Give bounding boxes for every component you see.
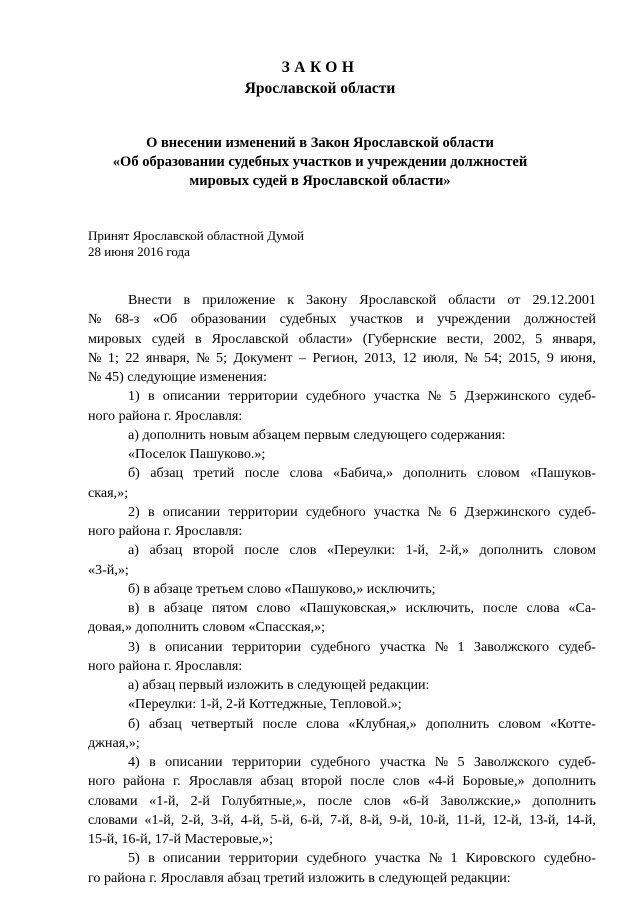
body-word: Ярославской: [211, 330, 289, 347]
body-word: №: [428, 850, 443, 867]
body-line: [88, 599, 596, 618]
body-word: ного района г. Ярославля:: [88, 407, 243, 424]
body-word: 5: [535, 330, 543, 347]
body-word: Кировского: [465, 850, 536, 867]
body-word: а): [128, 542, 139, 559]
body-word: третий: [193, 465, 235, 482]
body-word: января,: [552, 330, 596, 347]
body-word: 5-й,: [270, 811, 294, 828]
law-region: Ярославской области: [244, 80, 396, 97]
body-word: «Бабича,»: [333, 465, 394, 482]
body-word: а) абзац первый изложить в следующей редакции:: [128, 677, 430, 693]
body-word: 2015,: [508, 349, 541, 366]
body-word: 2-й,»: [439, 542, 469, 559]
body-word: судеб-: [558, 388, 596, 405]
body-word: Ярославля: [188, 773, 253, 790]
body-word: а) дополнить новым абзацем первым следующего содержания:: [128, 426, 506, 443]
body-word: описании: [162, 503, 221, 520]
body-word: образовании: [190, 311, 267, 328]
body-word: описании: [165, 638, 223, 655]
body-word: 29.12.2001: [532, 292, 596, 308]
body-word: «1-й,: [149, 792, 179, 809]
body-word: и: [416, 311, 424, 328]
body-word: 2013,: [364, 349, 396, 366]
body-line: [88, 387, 596, 406]
body-word: исключить,: [405, 600, 475, 616]
body-word: словом: [553, 542, 596, 559]
body-word: абзац: [260, 773, 294, 790]
law-subject: [0, 134, 640, 191]
body-word: г.: [172, 773, 181, 790]
body-word: 6-й,: [300, 811, 324, 828]
body-word: описании: [162, 388, 221, 405]
body-line: [88, 715, 596, 734]
body-word: 1;: [107, 349, 119, 366]
body-word: Боровые,»: [462, 773, 525, 790]
body-line: [88, 830, 596, 849]
body-word: второй: [301, 773, 343, 790]
body-word: 2002,: [493, 330, 526, 347]
body-word: территории: [228, 850, 299, 867]
body-word: «Переулки:: [326, 542, 396, 559]
body-word: 5: [457, 754, 465, 770]
body-word: Дзержинского: [464, 388, 551, 405]
body-line: [88, 426, 596, 445]
body-word: после: [317, 792, 353, 809]
body-word: Документ: [233, 349, 293, 366]
body-word: №: [434, 754, 449, 770]
body-word: довая,» дополнить словом «Спасская,»;: [88, 619, 326, 636]
body-word: «4-й: [427, 773, 455, 790]
body-word: 5): [128, 850, 140, 867]
body-word: словом: [498, 715, 541, 732]
body-word: 1: [450, 850, 458, 867]
body-line: [88, 407, 596, 426]
body-word: Внести: [128, 292, 172, 308]
body-word: словами: [88, 792, 138, 809]
body-word: в: [147, 388, 155, 405]
body-line: [88, 753, 596, 772]
body-word: описании: [163, 850, 221, 867]
body-word: абзац: [150, 465, 184, 482]
body-line: [88, 561, 596, 580]
body-word: №: [427, 503, 442, 520]
body-word: района: [123, 773, 165, 790]
body-line: [88, 541, 596, 560]
body-word: 10-й,: [419, 811, 450, 828]
body-word: №: [88, 349, 102, 366]
law-body: [88, 291, 596, 888]
body-word: судебного: [305, 503, 366, 520]
body-word: должностей: [523, 311, 596, 328]
adoption-note: [88, 228, 304, 260]
body-line: [88, 676, 596, 695]
body-word: Регион,: [312, 349, 358, 366]
body-word: абзац: [149, 542, 183, 559]
body-word: слова: [306, 715, 340, 732]
body-word: 5;: [216, 349, 228, 366]
body-word: четвертый: [190, 715, 254, 732]
body-word: описании: [165, 754, 223, 770]
body-line: [88, 330, 596, 349]
body-word: судебного: [310, 638, 371, 655]
body-line: [88, 445, 596, 464]
body-word: дополнить: [532, 773, 596, 790]
body-word: №: [434, 638, 449, 655]
body-word: судебных: [279, 311, 337, 328]
body-word: 1): [128, 388, 140, 405]
body-word: после: [262, 715, 297, 732]
body-word: «Пашуков-: [530, 465, 596, 482]
body-word: области»: [298, 330, 353, 347]
body-word: Заволжского: [473, 754, 550, 770]
body-word: в: [149, 638, 156, 655]
body-word: слово: [256, 600, 291, 616]
body-word: области: [448, 292, 496, 308]
body-word: № 45) следующие изменения:: [88, 369, 267, 385]
body-word: после: [350, 773, 385, 790]
body-word: в: [194, 330, 202, 347]
body-word: дополнить: [479, 542, 543, 559]
body-word: «6-й: [402, 792, 429, 809]
body-word: «Переулки: 1-й, 2-й Коттеджные, Тепловой.»;: [128, 696, 402, 713]
body-word: 12-й,: [492, 811, 523, 828]
body-line: [88, 734, 596, 753]
body-word: слова: [526, 600, 560, 616]
body-word: судебного: [306, 850, 367, 867]
body-word: ская,»;: [88, 484, 129, 501]
body-word: участка: [373, 503, 420, 520]
body-word: дополнить: [425, 715, 490, 732]
body-line: [88, 464, 596, 483]
body-word: судебно-: [543, 850, 596, 867]
body-word: 2): [128, 503, 140, 520]
body-word: территории: [228, 388, 298, 405]
body-line: [88, 522, 596, 541]
body-word: 8-й,: [359, 811, 383, 828]
body-word: территории: [228, 503, 298, 520]
body-word: абзаце: [163, 600, 203, 616]
adopted-by: Принят Ярославской областной Думой: [88, 228, 304, 243]
body-word: судей: [151, 330, 185, 347]
subject-line: мировых судей в Ярославской области»: [189, 173, 451, 189]
body-word: Дзержинского: [464, 503, 551, 520]
body-line: [88, 368, 596, 387]
body-word: 7-й,: [330, 811, 353, 828]
body-line: [88, 657, 596, 676]
body-word: №: [464, 349, 478, 366]
body-word: №: [88, 311, 102, 328]
body-word: №: [427, 388, 442, 405]
body-word: судеб-: [558, 754, 596, 770]
body-word: 1-й,: [405, 542, 429, 559]
body-word: участка: [374, 850, 421, 867]
body-word: участков: [350, 311, 403, 328]
body-word: Голубятные,»,: [221, 792, 307, 809]
body-word: в: [147, 503, 155, 520]
body-word: Ярославской: [359, 292, 437, 308]
body-line: [88, 484, 596, 503]
body-word: судебного: [310, 754, 371, 770]
body-word: июня,: [560, 349, 596, 366]
body-line: [88, 811, 596, 830]
body-word: №: [196, 349, 210, 366]
body-word: участка: [373, 388, 420, 405]
adoption-date: 28 июня 2016 года: [88, 244, 190, 259]
body-word: словом: [477, 465, 520, 482]
body-line: [88, 310, 596, 329]
body-line: [88, 869, 596, 888]
body-word: дополнить: [403, 465, 467, 482]
body-word: 14-й,: [565, 811, 596, 828]
body-word: «1-й,: [144, 811, 175, 828]
body-word: в: [183, 292, 191, 308]
body-word: января,: [145, 349, 190, 366]
body-word: пятом: [211, 600, 248, 616]
body-line: [88, 849, 596, 868]
body-line: [88, 580, 596, 599]
body-word: 3): [128, 638, 140, 655]
body-word: «Котте-: [550, 715, 596, 732]
body-word: после: [244, 465, 280, 482]
body-word: 3-й,: [211, 811, 234, 828]
body-word: 68-з: [114, 311, 140, 328]
body-word: мировых: [88, 330, 142, 347]
body-word: ного: [88, 773, 116, 790]
body-word: ного района г. Ярославля:: [88, 657, 243, 674]
body-word: вести,: [446, 330, 484, 347]
body-word: 15-й, 16-й, 17-й Мастеровые,»;: [88, 831, 274, 847]
body-line: [88, 695, 596, 714]
body-word: судебного: [305, 388, 366, 405]
body-word: б): [128, 715, 140, 732]
body-word: 11-й,: [456, 811, 486, 828]
body-word: после: [244, 542, 279, 559]
body-word: 6: [449, 503, 457, 520]
body-word: Закону: [306, 292, 348, 308]
law-title: ЗАКОН: [281, 59, 359, 76]
body-line: [88, 792, 596, 811]
body-word: б) в абзаце третьем слово «Пашуково,» исключить;: [128, 580, 436, 597]
body-word: после: [483, 600, 518, 616]
body-word: «Са-: [568, 600, 596, 616]
body-word: «Клубная,»: [348, 715, 417, 732]
body-word: участка: [379, 638, 426, 655]
body-word: 54;: [484, 349, 503, 366]
body-word: слов: [289, 542, 317, 559]
subject-line: «Об образовании судебных участков и учреждении должностей: [112, 154, 528, 170]
body-word: 9-й,: [389, 811, 413, 828]
body-word: территории: [231, 754, 302, 770]
body-word: 9: [546, 349, 554, 366]
body-line: [88, 349, 596, 368]
body-word: июля,: [422, 349, 458, 366]
body-word: ного района г. Ярославля:: [88, 523, 243, 539]
body-line: [88, 638, 596, 657]
body-word: «3-й,»;: [88, 561, 129, 578]
body-word: 12: [402, 349, 417, 366]
body-word: слов: [363, 792, 391, 809]
body-word: слова: [289, 465, 323, 482]
body-word: судеб-: [558, 503, 596, 520]
body-word: Заволжские,»: [440, 792, 522, 809]
body-word: 5: [449, 388, 457, 405]
body-word: судеб-: [558, 638, 596, 655]
body-word: словами: [88, 811, 138, 828]
body-word: 2-й,: [181, 811, 205, 828]
body-word: 2-й: [190, 792, 210, 809]
body-word: 22: [125, 349, 140, 366]
body-word: от: [507, 292, 521, 308]
body-word: второй: [192, 542, 234, 559]
body-word: 13-й,: [529, 811, 559, 828]
body-word: дополнить: [532, 792, 596, 809]
body-word: слов: [392, 773, 420, 790]
body-word: в): [128, 600, 140, 616]
body-word: (Губернские: [362, 330, 437, 347]
body-word: 1: [457, 638, 465, 655]
body-word: го района г. Ярославля абзац третий изложить в следующей редакции:: [88, 869, 511, 886]
body-word: «Поселок Пашуково.»;: [128, 446, 266, 462]
body-word: –: [298, 349, 307, 366]
body-line: [88, 772, 596, 791]
body-word: Заволжского: [473, 638, 550, 655]
body-line: [88, 618, 596, 637]
body-line: [88, 503, 596, 522]
body-word: к: [287, 292, 295, 308]
body-word: в: [148, 850, 155, 867]
body-word: «Об: [152, 311, 178, 328]
body-word: в: [148, 600, 155, 616]
body-word: учреждении: [437, 311, 511, 328]
body-word: б): [128, 465, 140, 482]
body-word: «Пашуковская,»: [299, 600, 397, 616]
body-word: 4-й,: [240, 811, 264, 828]
body-word: участка: [379, 754, 426, 770]
body-word: приложение: [202, 292, 276, 308]
body-word: абзац: [149, 715, 182, 732]
body-word: джная,»;: [88, 734, 140, 751]
body-word: в: [149, 754, 156, 770]
subject-line: О внесении изменений в Закон Ярославской области: [146, 135, 494, 151]
body-word: территории: [231, 638, 302, 655]
body-line: [88, 291, 596, 310]
body-word: 4): [128, 754, 140, 770]
